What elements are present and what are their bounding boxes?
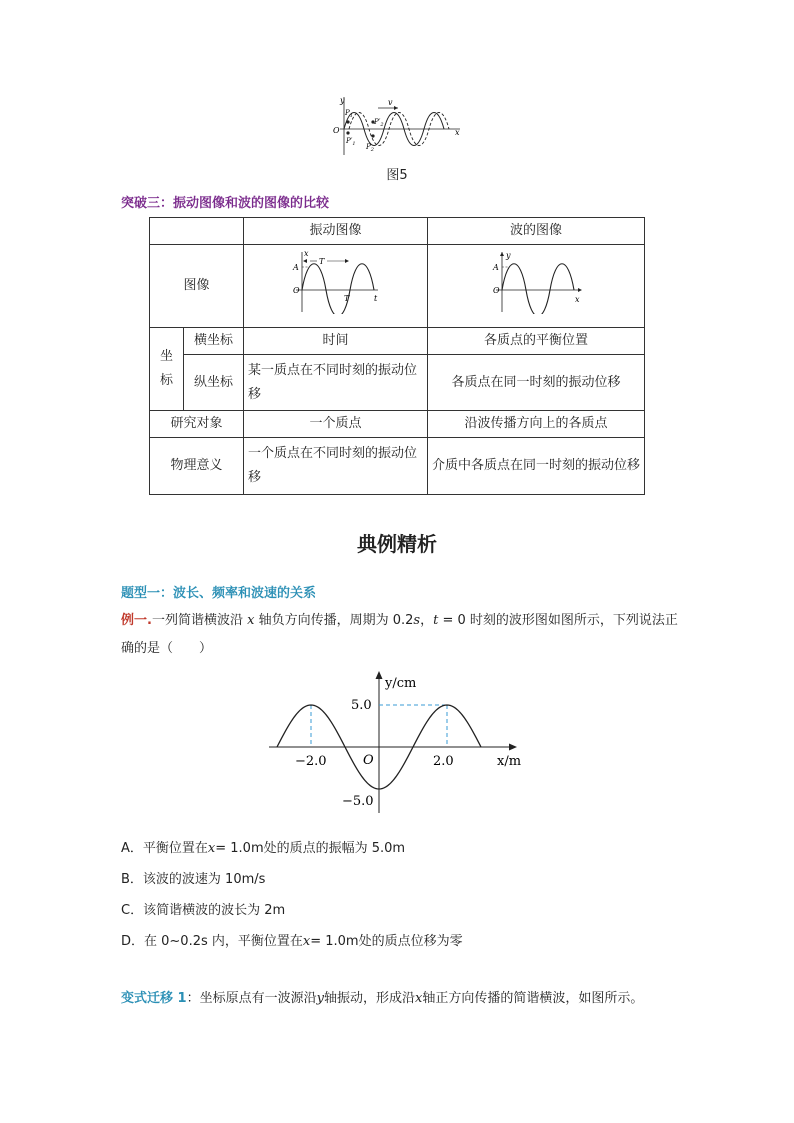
meaning-vib: 一个质点在不同时刻的振动位移 xyxy=(244,438,428,495)
ordinate-vib: 某一质点在不同时刻的振动位移 xyxy=(244,355,428,411)
wave-A-label: A xyxy=(493,262,499,272)
table-header-row xyxy=(150,218,645,245)
row-label-meaning: 物理意义 xyxy=(150,438,244,495)
y-tick-neg: −5.0 xyxy=(342,794,374,809)
vib-T-top-label: T xyxy=(318,256,324,266)
wave-y-label: y xyxy=(506,250,511,260)
section-heading: 典例精析 xyxy=(357,532,437,556)
section-3-title: 突破三：振动图像和波的图像的比较 xyxy=(121,196,330,211)
wave-graph xyxy=(486,250,586,314)
origin-label: O xyxy=(363,753,374,768)
vibration-graph-cell xyxy=(244,245,428,328)
table-row-object xyxy=(150,411,645,438)
x-tick-neg: −2.0 xyxy=(295,754,327,769)
abscissa-vib: 时间 xyxy=(244,328,428,355)
example-tag: 例一. xyxy=(121,613,152,628)
comparison-table xyxy=(149,217,645,495)
table-row-image xyxy=(150,245,645,328)
fig5-v-label: v xyxy=(388,98,393,107)
wave-graph-cell xyxy=(428,245,645,328)
fig5-origin-label: O xyxy=(333,126,340,135)
meaning-wave: 介质中各质点在同一时刻的振动位移 xyxy=(428,438,645,495)
fig5-p2-prime-label: $P'_2$ xyxy=(374,118,384,128)
vib-x-label: x xyxy=(303,249,309,258)
wave-x-label: x xyxy=(575,294,580,304)
figure-5-caption: 图5 xyxy=(386,168,408,183)
table-row-meaning xyxy=(150,438,645,495)
y-tick-pos: 5.0 xyxy=(351,698,372,713)
row-label-image: 图像 xyxy=(150,245,244,328)
variant-question: 变式迁移 1：坐标原点有一波源沿y轴振动，形成沿x轴正方向传播的简谐横波，如图所示。 xyxy=(121,991,644,1006)
option-d[interactable]: D．在 0~0.2s 内，平衡位置在x= 1.0m处的质点位移为零 xyxy=(121,934,463,949)
fig5-p1-label: $P_1$ xyxy=(345,109,353,119)
option-a[interactable]: A．平衡位置在x= 1.0m处的质点的振幅为 5.0m xyxy=(121,841,406,856)
option-c[interactable]: C．该简谐横波的波长为 2m xyxy=(121,903,286,918)
vib-O-label: O xyxy=(292,285,300,295)
x-axis-label: x/m xyxy=(497,754,522,769)
header-empty-cell xyxy=(150,218,244,245)
wave-O-label: O xyxy=(493,285,500,295)
fig5-x-label: x xyxy=(455,128,460,137)
row-label-ordinate: 纵坐标 xyxy=(184,355,244,411)
fig5-y-label: y xyxy=(340,96,345,105)
vib-t-label: t xyxy=(373,293,377,303)
vib-T-axis-label: T xyxy=(343,293,349,303)
vibration-graph xyxy=(286,250,386,314)
question-type-title: 题型一：波长、频率和波速的关系 xyxy=(121,586,317,601)
variant-tag: 变式迁移 1 xyxy=(121,991,187,1006)
coord-merged-cell: 坐 标 xyxy=(150,328,184,411)
ordinate-wave: 各质点在同一时刻的振动位移 xyxy=(428,355,645,411)
vib-A-label: A xyxy=(292,262,299,272)
object-vib: 一个质点 xyxy=(244,411,428,438)
header-wave-graph: 波的图像 xyxy=(428,218,645,245)
wave-chart xyxy=(265,667,530,817)
x-tick-pos: 2.0 xyxy=(433,754,454,769)
header-vibration-graph: 振动图像 xyxy=(244,218,428,245)
row-label-object: 研究对象 xyxy=(150,411,244,438)
figure-5-wave-diagram xyxy=(330,95,465,157)
fig5-p2-label: $P_2$ xyxy=(366,143,374,153)
object-wave: 沿波传播方向上的各质点 xyxy=(428,411,645,438)
table-row-abscissa xyxy=(150,328,645,355)
row-label-abscissa: 横坐标 xyxy=(184,328,244,355)
table-row-ordinate xyxy=(150,355,645,411)
option-b[interactable]: B．该波的波速为 10m/s xyxy=(121,872,266,887)
y-axis-label: y/cm xyxy=(385,676,417,691)
example-question: 例一.一列简谐横波沿 x 轴负方向传播，周期为 0.2s，t = 0 时刻的波形图如图所示，下列说法正确的是（ ） xyxy=(121,613,678,656)
abscissa-wave: 各质点的平衡位置 xyxy=(428,328,645,355)
fig5-p1-prime-label: $P'_1$ xyxy=(346,137,356,147)
